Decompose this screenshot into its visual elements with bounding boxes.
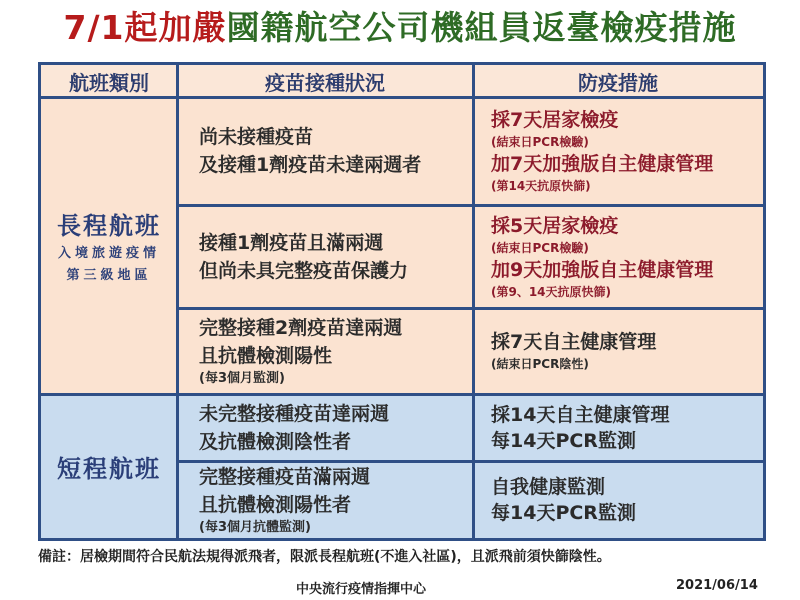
long-haul-sub2: 第三級地區 [66,268,152,283]
divider [472,65,475,538]
divider [41,96,763,99]
measure-note: (結束日PCR檢驗) [491,135,589,149]
vaccine-line: 尚未接種疫苗 [199,126,314,148]
vaccine-row-5 [177,461,473,538]
vaccine-note: (每3個月監測) [199,371,285,386]
title-main: 國籍航空公司機組員返臺檢疫措施 [226,8,737,47]
measure-row-5 [473,461,763,538]
vaccine-line: 完整接種疫苗滿兩週 [199,465,371,488]
footer-organization: 中央流行疫情指揮中心 [296,582,427,597]
measure-main: 加7天加強版自主健康管理 [491,153,714,175]
header-measures: 防疫措施 [473,65,763,97]
measure-main: 採5天居家檢疫 [491,214,619,237]
long-haul-label: 長程航班 [57,212,161,240]
measure-row-1 [473,97,763,205]
header-category: 航班類別 [41,65,177,97]
quarantine-table [38,62,766,541]
vaccine-line: 完整接種2劑疫苗達兩週 [199,317,403,339]
divider [177,460,763,463]
measure-row-2 [473,205,763,308]
measure-note: (結束日PCR檢驗) [491,240,589,255]
vaccine-note: (每3個月抗體監測) [199,519,311,535]
measure-main: 加9天加強版自主健康管理 [491,258,714,281]
page-title [0,2,800,54]
vaccine-row-2 [177,205,473,308]
measure-main: 採7天自主健康管理 [491,331,657,353]
vaccine-row-1 [177,97,473,205]
measure-note: (第14天抗原快篩) [491,179,591,193]
measure-row-4 [473,394,763,461]
measure-main: 採14天自主健康管理 [491,403,670,426]
measure-main: 每14天PCR監測 [491,501,636,524]
title-highlight: 7/1起加嚴 [63,8,227,47]
measure-main: 採7天居家檢疫 [491,109,619,131]
short-haul-label: 短程航班 [57,454,161,483]
footer-date: 2021/06/14 [676,578,758,593]
vaccine-line: 但尚未具完整疫苗保護力 [199,259,409,282]
divider [177,307,763,310]
vaccine-row-3 [177,308,473,394]
vaccine-line: 且抗體檢測陽性 [199,345,333,367]
measure-note: (結束日PCR陰性) [491,357,589,371]
divider [41,393,763,396]
measure-main: 自我健康監測 [491,475,606,498]
footnote: 備註：居檢期間符合民航法規得派飛者，限派長程航班(不進入社區)，且派飛前須快篩陰性。 [38,549,611,565]
vaccine-line: 未完整接種疫苗達兩週 [199,402,390,425]
vaccine-line: 接種1劑疫苗且滿兩週 [199,231,384,254]
measure-row-3 [473,308,763,394]
vaccine-line: 及接種1劑疫苗未達兩週者 [199,154,422,176]
divider [177,204,763,207]
category-long-haul [41,97,177,394]
measure-note: (第9、14天抗原快篩) [491,284,612,299]
measure-main: 每14天PCR監測 [491,429,636,452]
category-short-haul [41,394,177,538]
vaccine-line: 且抗體檢測陽性者 [199,493,352,516]
vaccine-row-4 [177,394,473,461]
long-haul-sub1: 入境旅遊疫情 [57,246,160,261]
divider [176,65,179,538]
header-vaccine: 疫苗接種狀況 [177,65,473,97]
vaccine-line: 及抗體檢測陰性者 [199,430,352,453]
